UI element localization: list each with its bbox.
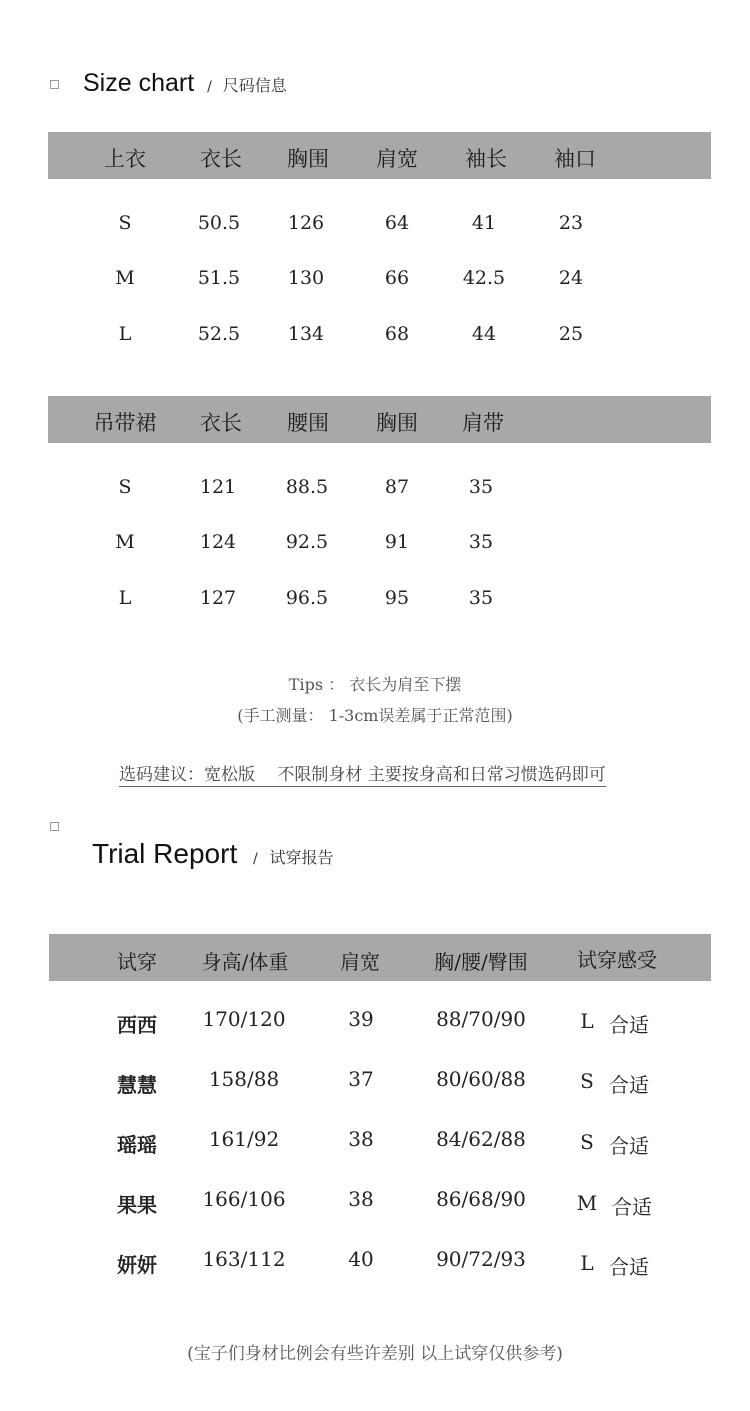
header-cell: 腰围 — [287, 411, 329, 435]
shoulder: 39 — [348, 1007, 374, 1031]
table-cell: 51.5 — [197, 267, 241, 289]
table-cell: S — [118, 212, 132, 234]
fit-size: S — [580, 1069, 594, 1093]
table-cell: 25 — [558, 323, 584, 345]
table-cell: L — [118, 323, 132, 345]
bust-waist-hip: 90/72/93 — [436, 1247, 526, 1271]
size-advice: 选码建议：宽松版 不限制身材 主要按身高和日常习惯选码即可 — [119, 760, 606, 787]
table-cell: 44 — [471, 323, 497, 345]
tester-name: 慧慧 — [117, 1073, 157, 1097]
fit-feeling: 合适 — [609, 1073, 649, 1097]
trial-report-title-cn: 试穿报告 — [269, 848, 334, 867]
trial-report-title-en: Trial Report — [92, 838, 238, 869]
top-table-header — [48, 132, 711, 179]
table-cell: 96.5 — [285, 587, 329, 609]
height-weight: 161/92 — [208, 1127, 280, 1151]
header-cell: 试穿 — [117, 950, 157, 974]
table-cell: 66 — [384, 267, 410, 289]
header-cell: 肩宽 — [340, 950, 380, 974]
table-cell: 130 — [287, 267, 325, 289]
header-cell: 胸围 — [376, 411, 418, 435]
shoulder: 37 — [348, 1067, 374, 1091]
header-cell: 胸围 — [287, 147, 329, 171]
table-cell: 24 — [558, 267, 584, 289]
bust-waist-hip: 88/70/90 — [436, 1007, 526, 1031]
fit-size: L — [580, 1251, 594, 1275]
table-cell: 50.5 — [197, 212, 241, 234]
fit-feeling: 合适 — [612, 1195, 652, 1219]
table-cell: 126 — [287, 212, 325, 234]
table-cell: 95 — [384, 587, 410, 609]
table-cell: 35 — [468, 587, 494, 609]
header-cell: 衣长 — [200, 147, 242, 171]
table-cell: M — [115, 267, 135, 289]
height-weight: 163/112 — [202, 1247, 286, 1271]
trial-footer-note: (宝子们身材比例会有些许差别 以上试穿仅供参考) — [187, 1344, 563, 1364]
table-cell: 121 — [199, 476, 237, 498]
header-cell: 肩带 — [462, 411, 504, 435]
tester-name: 瑶瑶 — [117, 1133, 157, 1157]
header-cell: 袖长 — [465, 147, 507, 171]
tips-measure-note: (手工测量： 1-3cm误差属于正常范围) — [237, 706, 513, 725]
table-cell: 42.5 — [462, 267, 506, 289]
fit-feeling: 合适 — [609, 1013, 649, 1037]
table-cell: S — [118, 476, 132, 498]
table-cell: 35 — [468, 476, 494, 498]
height-weight: 166/106 — [202, 1187, 286, 1211]
title-slash: / — [207, 79, 212, 95]
fit-feeling: 合适 — [609, 1134, 649, 1158]
table-cell: 88.5 — [285, 476, 329, 498]
title-slash: / — [253, 851, 258, 867]
header-cell: 肩宽 — [376, 147, 418, 171]
tester-name: 果果 — [117, 1193, 157, 1217]
table-cell: L — [118, 587, 132, 609]
header-cell: 身高/体重 — [201, 950, 289, 974]
bust-waist-hip: 84/62/88 — [436, 1127, 526, 1151]
table-cell: 134 — [287, 323, 325, 345]
header-cell: 试穿感受 — [577, 948, 657, 972]
fit-feeling: 合适 — [609, 1255, 649, 1279]
shoulder: 38 — [348, 1187, 374, 1211]
tester-name: 妍妍 — [117, 1253, 157, 1277]
table-cell: M — [115, 531, 135, 553]
table-cell: 41 — [471, 212, 497, 234]
table-cell: 92.5 — [285, 531, 329, 553]
table-cell: 64 — [384, 212, 410, 234]
table-cell: 127 — [199, 587, 237, 609]
tips-line: Tips ： 衣长为肩至下摆 — [288, 675, 462, 694]
fit-size: S — [580, 1130, 594, 1154]
bust-waist-hip: 80/60/88 — [436, 1067, 526, 1091]
fit-size: L — [580, 1009, 594, 1033]
table-cell: 52.5 — [197, 323, 241, 345]
section-bullet-icon — [50, 822, 59, 831]
bust-waist-hip: 86/68/90 — [436, 1187, 526, 1211]
size-chart-title-en: Size chart — [83, 69, 195, 97]
table-cell: 124 — [199, 531, 237, 553]
tester-name: 西西 — [117, 1013, 157, 1037]
section-bullet-icon — [50, 80, 59, 89]
header-cell: 胸/腰/臀围 — [434, 950, 528, 974]
header-cell: 上衣 — [104, 147, 146, 171]
shoulder: 38 — [348, 1127, 374, 1151]
shoulder: 40 — [348, 1247, 374, 1271]
table-cell: 91 — [384, 531, 410, 553]
header-cell: 衣长 — [200, 411, 242, 435]
header-cell: 吊带裙 — [93, 411, 157, 435]
height-weight: 158/88 — [208, 1067, 280, 1091]
trial-report-heading — [92, 838, 334, 870]
table-cell: 35 — [468, 531, 494, 553]
size-chart-heading — [83, 69, 287, 98]
table-cell: 87 — [384, 476, 410, 498]
trial-table-header — [49, 934, 711, 981]
dress-table-header — [48, 396, 711, 443]
table-cell: 23 — [558, 212, 584, 234]
header-cell: 袖口 — [554, 147, 596, 171]
fit-size: M — [576, 1191, 598, 1215]
table-cell: 68 — [384, 323, 410, 345]
size-chart-title-cn: 尺码信息 — [222, 76, 287, 95]
height-weight: 170/120 — [202, 1007, 286, 1031]
